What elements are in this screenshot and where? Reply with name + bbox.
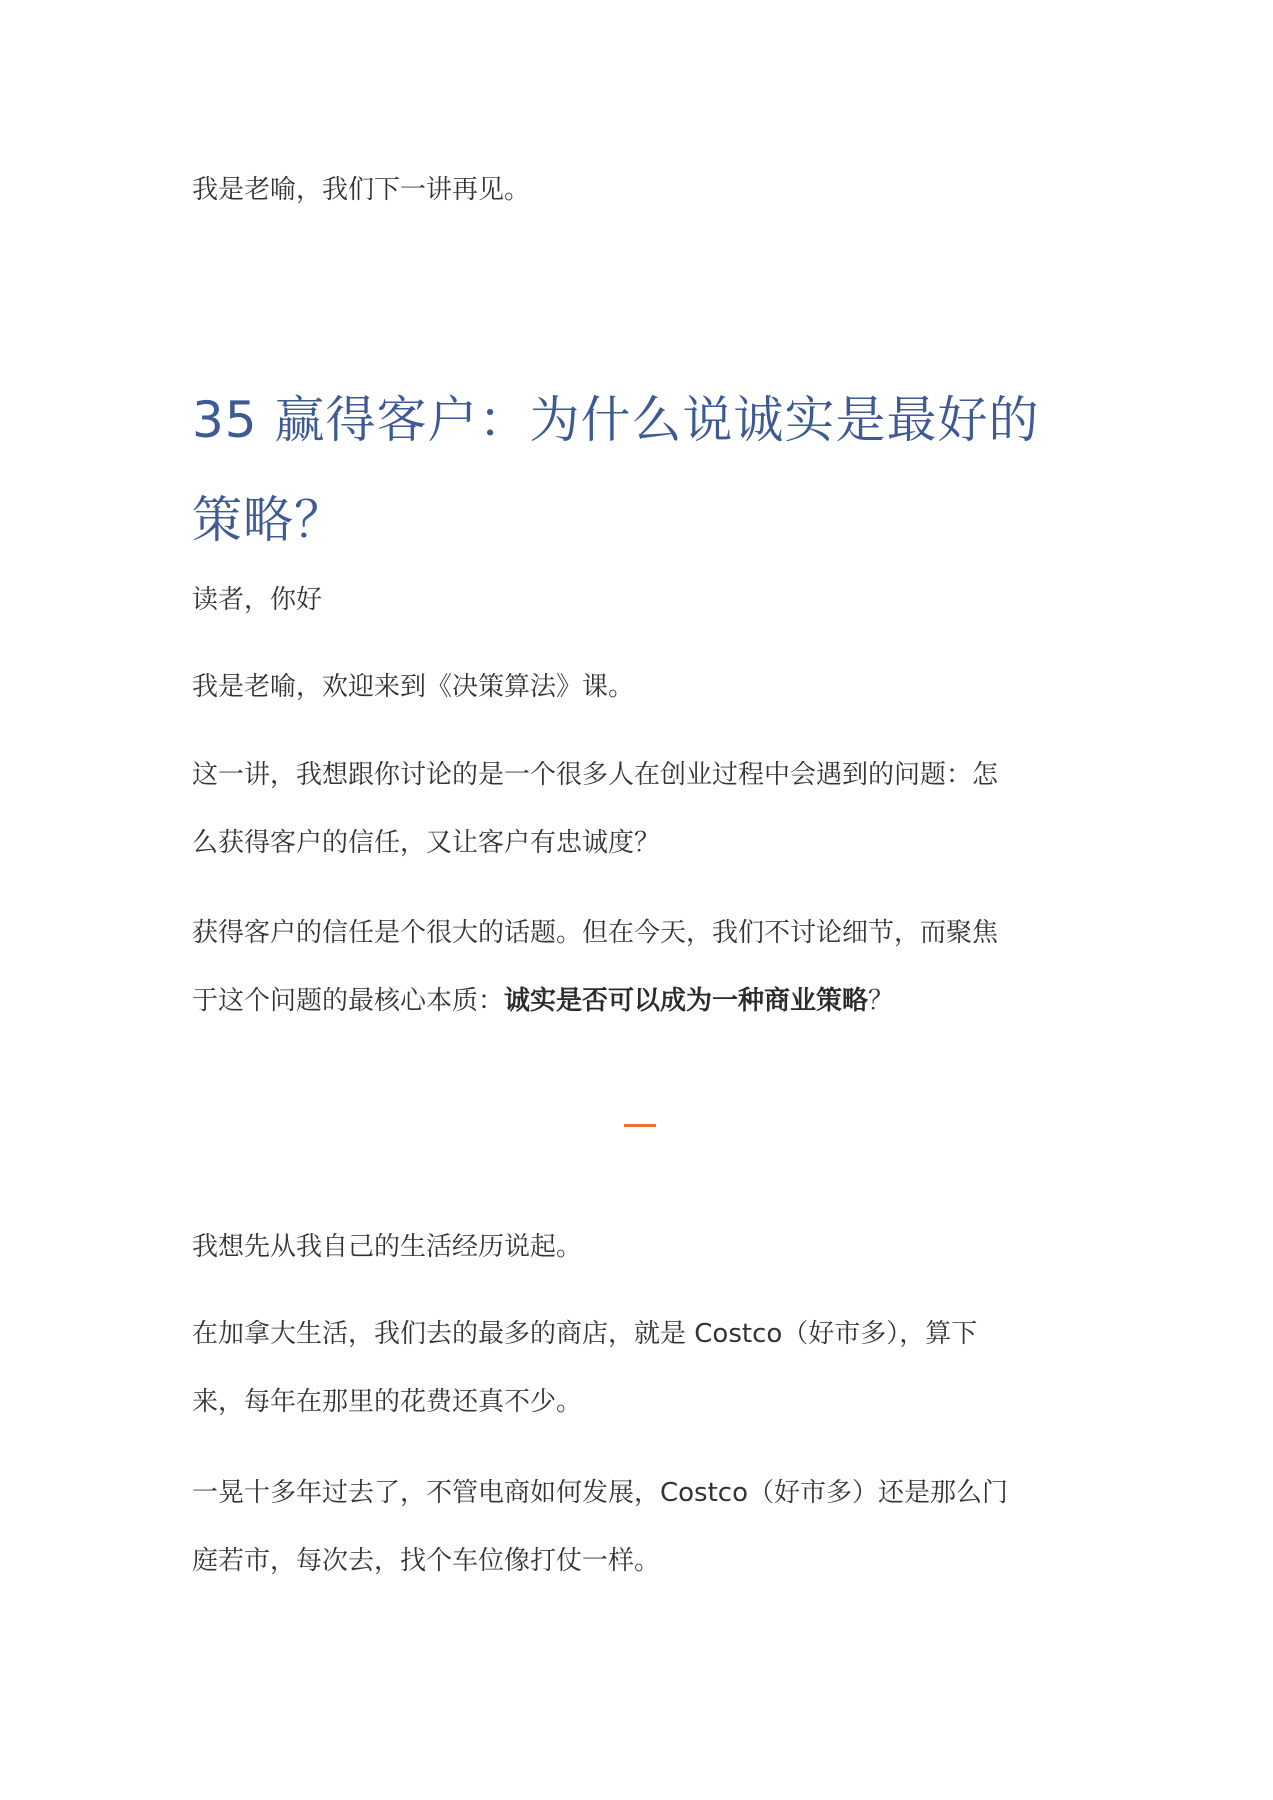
focus-line-1: 获得客户的信任是个很大的话题。但在今天，我们不讨论细节，而聚焦 xyxy=(192,918,999,948)
greeting-paragraph: 读者，你好 xyxy=(192,585,323,615)
welcome-paragraph: 我是老喻，欢迎来到《决策算法》课。 xyxy=(192,672,635,702)
costco-paragraph xyxy=(192,1300,1082,1436)
topic-line-2: 么获得客户的信任，又让客户有忠诚度？ xyxy=(192,828,661,858)
life-experience-paragraph: 我想先从我自己的生活经历说起。 xyxy=(192,1232,583,1262)
focus-paragraph xyxy=(192,899,1082,1035)
costco-line-2: 来，每年在那里的花费还真不少。 xyxy=(192,1387,583,1417)
focus-key-question: 诚实是否可以成为一种商业策略 xyxy=(504,986,869,1016)
section-divider xyxy=(624,1124,656,1127)
costco-line-1: 在加拿大生活，我们去的最多的商店，就是 Costco（好市多），算下 xyxy=(192,1319,978,1349)
prev-chapter-closing: 我是老喻，我们下一讲再见。 xyxy=(192,175,531,205)
chapter-title xyxy=(192,370,1082,570)
decade-line-1: 一晃十多年过去了，不管电商如何发展，Costco（好市多）还是那么门 xyxy=(192,1478,1009,1508)
decade-line-2: 庭若市，每次去，找个车位像打仗一样。 xyxy=(192,1546,661,1576)
topic-paragraph xyxy=(192,741,1082,877)
decade-paragraph xyxy=(192,1459,1082,1595)
focus-line-2-prefix: 于这个问题的最核心本质： xyxy=(192,986,505,1016)
chapter-title-line-1: 35 赢得客户：为什么说诚实是最好的 xyxy=(192,391,1040,449)
focus-line-2-suffix: ？ xyxy=(868,986,895,1016)
topic-line-1: 这一讲，我想跟你讨论的是一个很多人在创业过程中会遇到的问题：怎 xyxy=(192,760,999,790)
chapter-title-line-2: 策略？ xyxy=(192,491,345,549)
